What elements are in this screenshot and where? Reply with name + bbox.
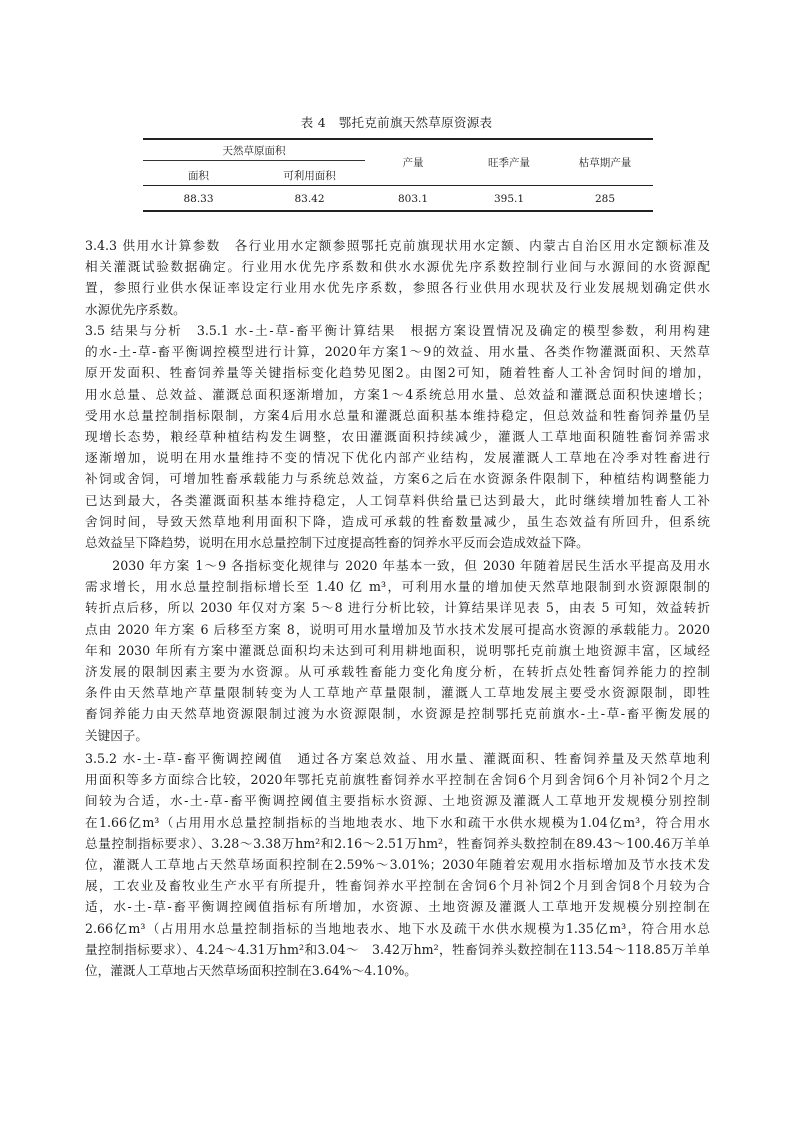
text-line: 间较为合适，水-土-草-畜平衡调控阈值主要指标水资源、土地资源及灌溉人工草地开发规模分别控制 (85, 793, 710, 809)
table-cell-usable-area: 83.42 (294, 193, 325, 205)
text-line: 受用水总量控制指标限制，方案4后用水总量和灌溉总面积基本维持稳定，但总效益和牲畜饲养量仍呈 (85, 407, 710, 423)
section-3-5-2-paragraph (85, 748, 710, 981)
table-cell-peak-yield: 395.1 (493, 193, 525, 205)
text-line: 相关灌溉试验数据确定。行业用水优先序系数和供水水源优先序系数控制行业间与水源间的水资源配 (85, 259, 710, 275)
table-header-peak-yield: 旺季产量 (488, 157, 530, 169)
text-line: 3.5 结果与分析 3.5.1 水-土-草-畜平衡计算结果 根据方案设置情况及确定的模型参数，利用构建 (85, 323, 710, 338)
text-line: 年和 2030 年所有方案中灌溉总面积均未达到可利用耕地面积，说明鄂托克前旗土地资源丰富，区域经 (85, 642, 710, 658)
table-header-yield: 产量 (402, 157, 424, 169)
text-line: 3.5.2 水-土-草-畜平衡调控阈值 通过各方案总效益、用水量、灌溉面积、牲畜饲养量及天然草地利 (85, 751, 710, 766)
text-line: 舍饲时间，导致天然草地利用面积下降，造成可承载的牲畜数量减少，虽生态效益有所回升，但系统 (85, 513, 710, 529)
text-line: 关键因子。 (85, 727, 148, 743)
table-bottom-rule (143, 210, 653, 212)
text-line: 原开发面积、牲畜饲养量等关键指标变化趋势见图2。由图2可知，随着牲畜人工补舍饲时间的增加， (85, 365, 710, 381)
table-cell-dry-yield: 285 (594, 193, 616, 205)
text-line: 用水总量、总效益、灌溉总面积逐渐增加，方案1～4系统总用水量、总效益和灌溉总面积快速增长； (85, 386, 710, 402)
table-caption: 表 4 鄂托克前旗天然草原资源表 (300, 115, 493, 130)
text-line: 适，水-土-草-畜平衡调控阈值指标有所增加，水资源、土地资源及灌溉人工草地开发规模分别控制在 (85, 899, 710, 915)
text-line: 总效益呈下降趋势，说明在用水总量控制下过度提高牲畜的饲养水平反而会造成效益下降。 (85, 535, 589, 551)
section-3-4-3-paragraph (85, 235, 710, 320)
paragraph-2030 (85, 555, 710, 746)
text-line: 2030 年方案 1～9 各指标变化规律与 2020 年基本一致，但 2030 年随着居民生活水平提高及用水 (85, 558, 710, 573)
text-line: 用面积等多方面综合比较，2020年鄂托克前旗牲畜饲养水平控制在舍饲6个月到舍饲6个月补饲2个月之 (85, 772, 710, 788)
text-line: 总量控制指标要求）、3.28～3.38万hm²和2.16～2.51万hm²，牲畜饲养头数控制在89.43～100.46万羊单 (85, 835, 710, 851)
text-line: 的水-土-草-畜平衡调控模型进行计算，2020年方案1～9的效益、用水量、各类作物灌溉面积、天然草 (85, 344, 710, 360)
text-line: 现增长态势，粮经草种植结构发生调整，农田灌溉面积持续减少，灌溉人工草地面积随牲畜饲养需求 (85, 429, 710, 445)
table-cell-area: 88.33 (183, 193, 214, 205)
table-header-dry-yield: 枯草期产量 (578, 157, 632, 169)
text-line: 畜饲养能力由天然草地资源限制过渡为水资源限制，水资源是控制鄂托克前旗水-土-草-畜平衡发展的 (85, 706, 710, 722)
text-line: 水源优先序系数。 (85, 301, 186, 317)
text-line: 补饲或舍饲，可增加牲畜承载能力与系统总效益，方案6之后在水资源条件限制下，种植结构调整能力 (85, 471, 710, 487)
text-line: 点由 2020 年方案 6 后移至方案 8，说明可用水量增加及节水技术发展可提高水资源的承载能力。2020 (85, 621, 710, 637)
text-line: 条件由天然草地产草量限制转变为人工草地产草量限制，灌溉人工草地发展主要受水资源限制，即牲 (85, 685, 710, 701)
text-line: 位，灌溉人工草地占天然草场面积控制在2.59%～3.01%；2030年随着宏观用水指标增加及节水技术发 (85, 857, 710, 873)
table-header-usable-area: 可利用面积 (283, 170, 336, 182)
table-cell-yield: 803.1 (397, 193, 429, 205)
text-line: 置，参照行业供水保证率设定行业用水优先序系数，参照各行业供用水现状及行业发展规划确定供水 (85, 280, 710, 296)
text-line: 2.66亿m³（占用用水总量控制指标的当地地表水、地下水及疏干水供水规模为1.35亿m³，符合用水总 (85, 920, 710, 936)
table-group-header: 天然草原面积 (222, 145, 286, 157)
table-header-area: 面积 (188, 170, 209, 182)
text-line: 位，灌溉人工草地占天然草场面积控制在3.64%～4.10%。 (85, 963, 417, 979)
table-header-rule (143, 185, 653, 186)
text-line: 在1.66亿m³（占用用水总量控制指标的当地地表水、地下水和疏干水供水规模为1.04亿m³，符合用水 (85, 814, 710, 830)
text-line: 展，工农业及畜牧业生产水平有所提升，牲畜饲养水平控制在舍饲6个月补饲2个月到舍饲8个月较为合 (85, 878, 710, 894)
text-line: 量控制指标要求）、4.24～4.31万hm²和3.04～ 3.42万hm²，牲畜饲养头数控制在113.54～118.85万羊单 (85, 941, 710, 957)
text-line: 需求增长，用水总量控制指标增长至 1.40 亿 m³，可利用水量的增加使天然草地限制到水资源限制的 (85, 579, 710, 595)
text-line: 转折点后移，所以 2030 年仅对方案 5～8 进行分析比较，计算结果详见表 5，由表 5 可知，效益转折 (85, 600, 710, 616)
table-group-rule (143, 160, 365, 161)
text-line: 济发展的限制因素主要为水资源。从可承载牲畜能力变化角度分析，在转折点处牲畜饲养能力的控制 (85, 664, 710, 680)
text-line: 3.4.3 供用水计算参数 各行业用水定额参照鄂托克前旗现状用水定额、内蒙古自治区用水定额标准及 (85, 238, 710, 253)
table-top-rule (143, 138, 653, 140)
section-3-5-paragraph (85, 320, 710, 553)
text-line: 逐渐增加，说明在用水量维持不变的情况下优化内部产业结构，发展灌溉人工草地在冷季对牲畜进行 (85, 450, 710, 466)
text-line: 已达到最大，各类灌溉面积基本维持稳定，人工饲草料供给量已达到最大，此时继续增加牲畜人工补 (85, 492, 710, 508)
